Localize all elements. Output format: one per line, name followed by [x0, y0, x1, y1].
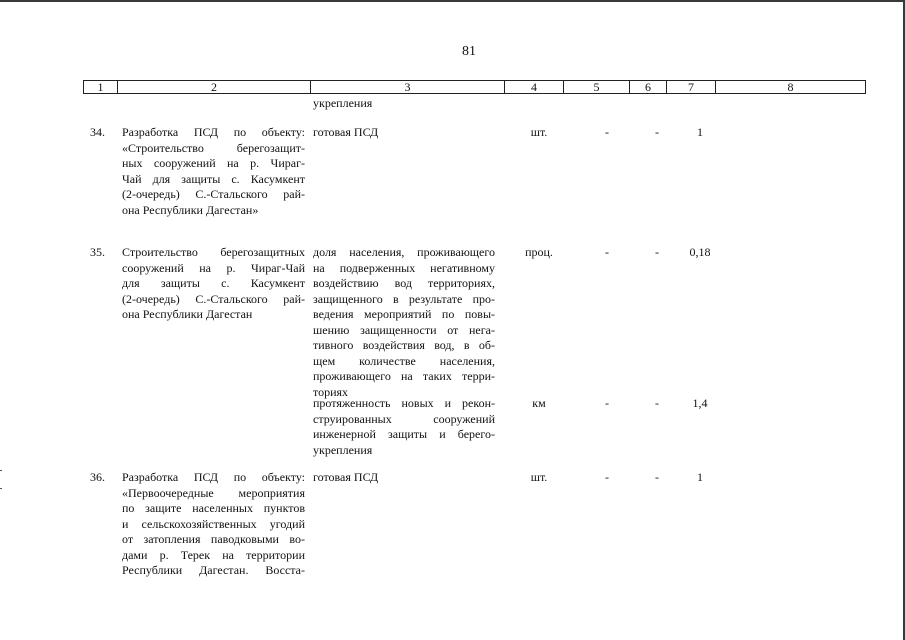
row-number: 35.: [90, 245, 105, 259]
row-description: Строительство берегозащитных сооружений на р. Чираг-Чай для защиты с. Касумкент (2-очередь) С.-Стальского рай- она Республики Дагестан: [122, 245, 305, 321]
row-number: 34.: [90, 125, 105, 139]
continuation-indicator: укрепления: [313, 96, 373, 110]
column-header-2: 2: [118, 81, 311, 94]
row-col5: -: [605, 245, 609, 259]
column-header-5: 5: [564, 81, 630, 94]
row-col5: -: [605, 396, 609, 410]
row-col6: -: [655, 470, 659, 484]
scan-mark: [0, 470, 2, 471]
column-header-1: 1: [84, 81, 118, 94]
column-header-3: 3: [311, 81, 505, 94]
row-number: 36.: [90, 470, 105, 484]
row-unit: шт.: [530, 125, 548, 139]
row-col6: -: [655, 245, 659, 259]
row-indicator: протяженность новых и рекон- струированных сооружений инженерной защиты и берего- укрепления: [313, 396, 495, 457]
row-indicator: готовая ПСД: [313, 125, 379, 139]
row-col7: 1,4: [692, 396, 708, 410]
row-col5: -: [605, 125, 609, 139]
row-col5: -: [605, 470, 609, 484]
page-number: 81: [462, 44, 476, 59]
column-header-table: [83, 80, 866, 94]
column-header-4: 4: [505, 81, 564, 94]
page-top-edge: [0, 0, 905, 2]
row-col7: 1: [697, 470, 703, 484]
row-description: Разработка ПСД по объекту: «Первоочередные мероприятия по защите населенных пунктов и сельскохозяйственных угодий от затопления паводковыми во- дами р. Терек на территории Республики Дагестан. Восста-: [122, 470, 305, 577]
row-description: Разработка ПСД по объекту: «Строительство берегозащит- ных сооружений на р. Чираг- Чай для защиты с. Касумкент (2-очередь) С.-Стальского рай- она Республики Дагестан»: [122, 125, 305, 217]
column-header-6: 6: [630, 81, 667, 94]
scan-mark: [0, 488, 2, 489]
row-col7: 0,18: [689, 245, 711, 259]
row-unit: шт.: [530, 470, 548, 484]
row-indicator: доля населения, проживающего на подверженных негативному воздействию вод территориях, защищенного в результате про- ведения мероприятий по повы- шению защищенности от нега- тивного воздействия вод, в об- щем количестве населения, проживающего на таких терри- ториях: [313, 245, 495, 399]
row-unit: проц.: [525, 245, 553, 259]
column-header-7: 7: [667, 81, 716, 94]
row-indicator: готовая ПСД: [313, 470, 379, 484]
column-header-8: 8: [716, 81, 866, 94]
row-col7: 1: [697, 125, 703, 139]
row-unit: км: [532, 396, 546, 410]
row-col6: -: [655, 125, 659, 139]
row-col6: -: [655, 396, 659, 410]
